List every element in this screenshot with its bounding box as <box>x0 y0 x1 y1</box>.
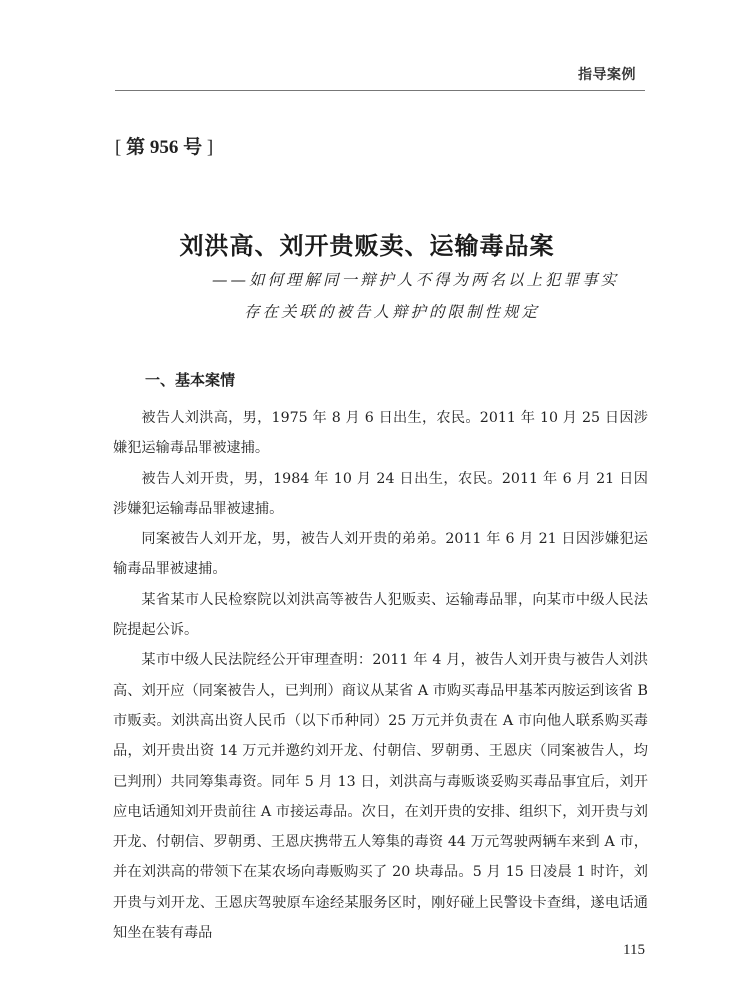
bracket-close: ] <box>206 137 214 158</box>
paragraph: 某市中级人民法院经公开审理查明：2011 年 4 月，被告人刘开贵与被告人刘洪高、刘开应（同案被告人，已判刑）商议从某省 A 市购买毒品甲基苯丙胺运到该省 B 市贩卖。刘洪高出资人民币（以下币种同）25 万元并负责在 A 市向他人联系购买毒品，刘开贵出资 14 万元并邀约刘开龙、付朝信、罗朝勇、王恩庆（同案被告人，均已判刑）共同筹集毒资。同年 5 月 13 日，刘洪高与毒贩谈妥购买毒品事宜后，刘开应电话通知刘开贵前往 A 市接运毒品。次日，在刘开贵的安排、组织下，刘开贵与刘开龙、付朝信、罗朝勇、王恩庆携带五人筹集的毒资 44 万元驾驶两辆车来到 A 市，并在刘洪高的带领下在某农场向毒贩购买了 20 块毒品。5 月 15 日凌晨 1 时许，刘开贵与刘开龙、王恩庆驾驶原车途经某服务区时，刚好碰上民警设卡查缉，遂电话通知坐在装有毒品 <box>113 652 648 942</box>
page-number: 115 <box>623 942 645 958</box>
case-title: 刘洪高、刘开贵贩卖、运输毒品案 <box>179 231 555 260</box>
header-divider <box>115 90 645 91</box>
paragraph: 被告人刘开贵，男，1984 年 10 月 24 日出生，农民。2011 年 6 月 21 日因涉嫌犯运输毒品罪被逮捕。 <box>113 470 648 517</box>
paragraph: 某省某市人民检察院以刘洪高等被告人犯贩卖、运输毒品罪，向某市中级人民法院提起公诉。 <box>113 591 648 639</box>
section-heading: 一、基本案情 <box>145 371 236 389</box>
case-number-label: 第 956 号 <box>126 137 203 158</box>
case-number <box>115 132 213 159</box>
case-subtitle-line-2: 存在关联的被告人辩护的限制性规定 <box>244 303 541 321</box>
running-header-label: 指导案例 <box>578 67 636 83</box>
body-text <box>113 403 648 948</box>
bracket-open: [ <box>115 137 122 158</box>
case-subtitle-line-1: ——如何理解同一辩护人不得为两名以上犯罪事实 <box>212 271 620 289</box>
paragraph: 被告人刘洪高，男，1975 年 8 月 6 日出生，农民。2011 年 10 月 25 日因涉嫌犯运输毒品罪被逮捕。 <box>113 410 648 457</box>
paragraph: 同案被告人刘开龙，男，被告人刘开贵的弟弟。2011 年 6 月 21 日因涉嫌犯运输毒品罪被逮捕。 <box>113 531 648 578</box>
